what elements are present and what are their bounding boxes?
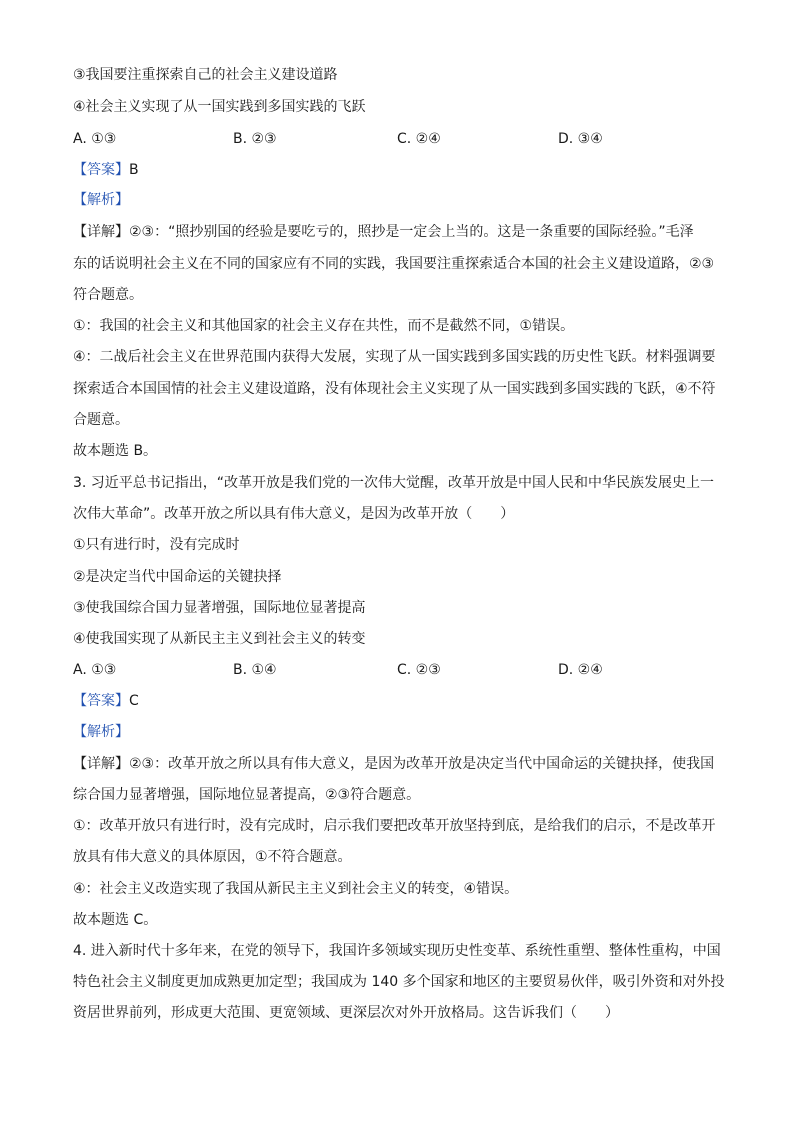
q3-note-4: ④：社会主义改造实现了我国从新民主主义到社会主义的转变，④错误。 [73,881,519,897]
analysis-tag: 【解析】 [73,192,129,208]
answer-tag: 【答案】 [73,162,129,178]
answer-value: B [129,162,139,178]
q2-option-a: A. ①③ [73,131,117,147]
detail-tag: 【详解】 [73,756,129,772]
q2-option-b: B. ②③ [233,131,277,147]
q2-note-4-line: ④：二战后社会主义在世界范围内获得大发展，实现了从一国实践到多国实践的历史性飞跃。材料强调要 [73,349,716,365]
q2-detail-line: 符合题意。 [73,287,143,303]
q3-statement-1: ①只有进行时，没有完成时 [73,537,240,553]
q2-note-4-line: 合题意。 [73,412,129,428]
q3-stem-line: 3. 习近平总书记指出，“改革开放是我们党的一次伟大觉醒，改革开放是中国人民和中华民族发展史上一 [73,475,715,491]
q2-option-d: D. ③④ [558,131,603,147]
q2-note-4-line: 探索适合本国国情的社会主义建设道路，没有体现社会主义实现了从一国实践到多国实践的飞跃，④不符 [73,381,716,397]
q2-detail-line: 东的话说明社会主义在不同的国家应有不同的实践，我国要注重探索适合本国的社会主义建设道路，②③ [73,256,715,272]
q4-stem-line: 4. 进入新时代十多年来，在党的领导下，我国许多领域实现历史性变革、系统性重塑、整体性重构，中国 [73,943,721,959]
q2-conclusion: 故本题选 B。 [73,443,158,459]
detail-tag: 【详解】 [73,224,129,240]
q3-statement-3: ③使我国综合国力显著增强，国际地位显著提高 [73,600,366,616]
q2-analysis-heading [73,190,733,210]
q2-detail-line [73,222,733,242]
q3-option-a: A. ①③ [73,662,117,678]
detail-text: ②③：改革开放之所以具有伟大意义，是因为改革开放是决定当代中国命运的关键抉择，使我国 [129,756,715,772]
q3-statement-4: ④使我国实现了从新民主主义到社会主义的转变 [73,631,366,647]
q3-option-d: D. ②④ [558,662,603,678]
q2-answer [73,160,733,180]
q3-option-c: C. ②③ [397,662,441,678]
q2-statement-4: ④社会主义实现了从一国实践到多国实践的飞跃 [73,99,366,115]
q4-stem-line: 特色社会主义制度更加成熟更加定型；我国成为 140 多个国家和地区的主要贸易伙伴，吸引外资和对外投 [73,974,725,990]
q3-option-b: B. ①④ [233,662,277,678]
q2-note-1: ①：我国的社会主义和其他国家的社会主义存在共性，而不是截然不同，①错误。 [73,318,575,334]
q3-statement-2: ②是决定当代中国命运的关键抉择 [73,569,282,585]
detail-text: ②③：“照抄别国的经验是要吃亏的，照抄是一定会上当的。这是一条重要的国际经验。”毛泽 [129,224,694,240]
q2-option-c: C. ②④ [397,131,441,147]
analysis-tag: 【解析】 [73,724,129,740]
q4-stem-line: 资居世界前列，形成更大范围、更宽领域、更深层次对外开放格局。这告诉我们（ ） [73,1005,619,1021]
q2-statement-3: ③我国要注重探索自己的社会主义建设道路 [73,67,338,83]
q3-detail-line [73,754,733,774]
q3-conclusion: 故本题选 C。 [73,912,158,928]
q3-note-1-line: ①：改革开放只有进行时，没有完成时，启示我们要把改革开放坚持到底，是给我们的启示，不是改革开 [73,818,716,834]
answer-tag: 【答案】 [73,693,129,709]
answer-value: C [129,693,139,709]
q3-detail-line: 综合国力显著增强，国际地位显著提高，②③符合题意。 [73,787,421,803]
q3-stem-line: 次伟大革命”。改革开放之所以具有伟大意义，是因为改革开放（ ） [73,506,515,522]
q3-note-1-line: 放具有伟大意义的具体原因，①不符合题意。 [73,849,352,865]
q3-answer [73,691,733,711]
q3-analysis-heading [73,722,733,742]
